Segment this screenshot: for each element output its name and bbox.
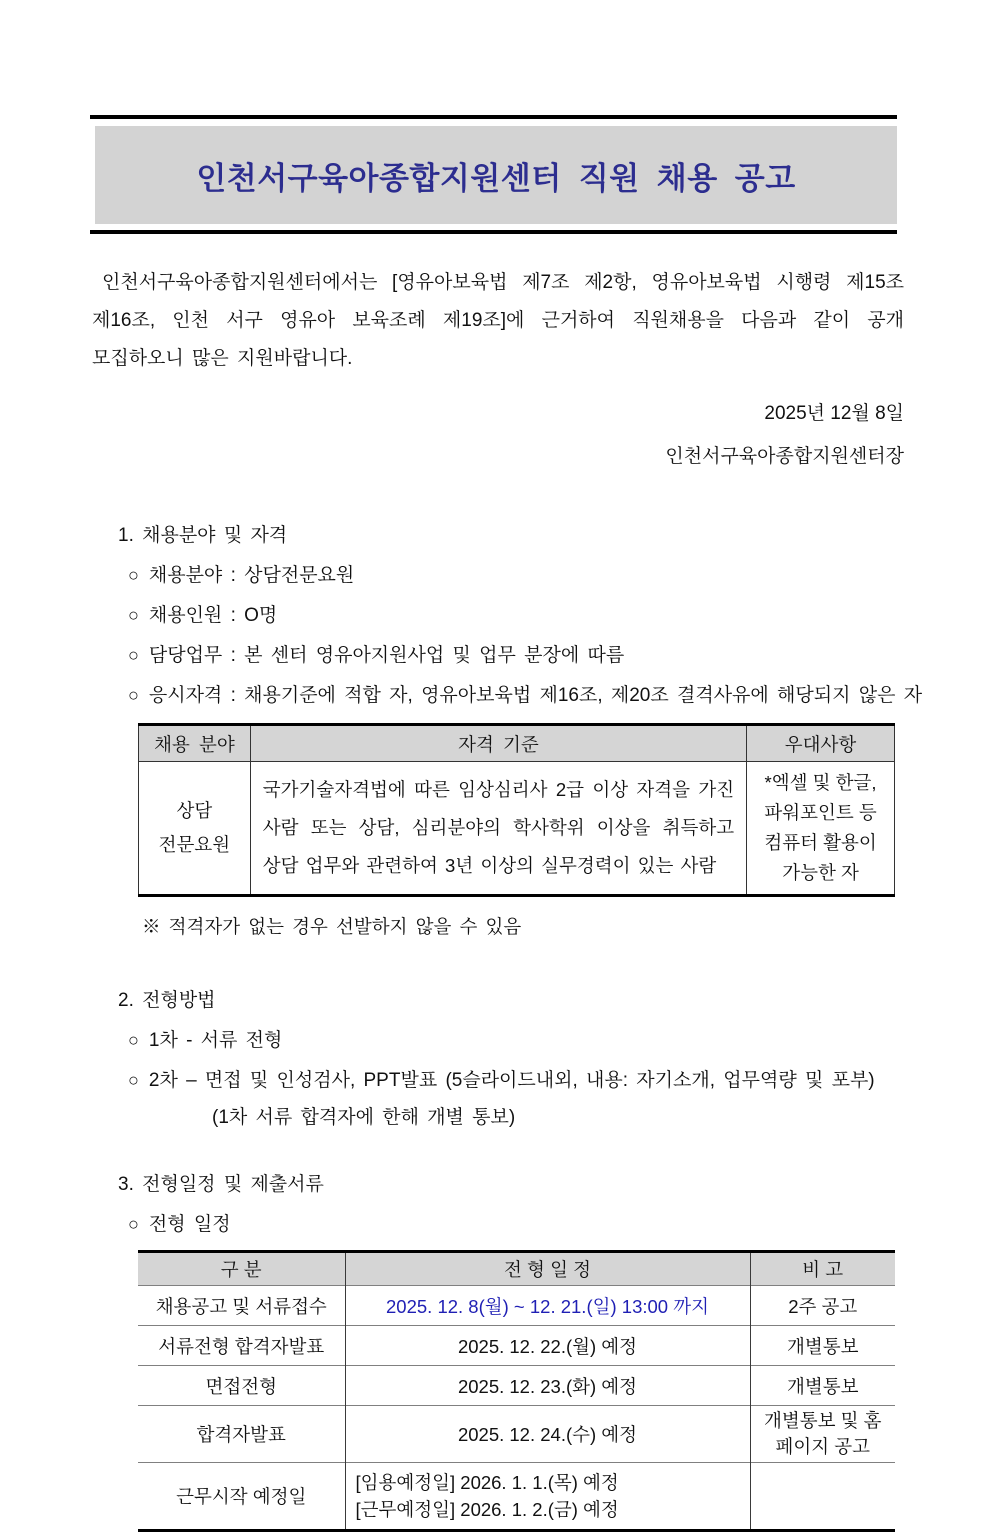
circle-bullet-icon: ○ [128,1214,139,1234]
circle-bullet-icon: ○ [128,1070,139,1090]
announcement-date: 2025년 12월 8일 [764,403,904,424]
qualification-cell: 국가기술자격법에 따른 임상심리사 2급 이상 자격을 가진 사람 또는 상담, 심리분야의 학사학위 이상을 취득하고 상담 업무와 관련하여 3년 이상의 실무경력이 있는 사람 [250,762,746,896]
schedule-table [138,1250,895,1532]
note-text: 개별통보 및 홈페이지 공고 [763,1410,882,1457]
table-row-work-start [138,1463,895,1531]
announcement-author: 인천서구육아종합지원센터장 [665,446,904,467]
list-item-stage1 [128,1025,992,1052]
list-item-text: 채용인원 : O명 [148,605,278,626]
column-header-qualification: 자격 기준 [250,725,746,762]
list-item-eligibility [128,680,992,707]
preference-cell: *엑셀 및 한글, 파워포인트 등 컴퓨터 활용이 가능한 자 [747,762,895,896]
schedule-line1: [임용예정일] 2026. 1. 1.(목) 예정 [355,1472,619,1493]
section1-heading: 1. 채용분야 및 자격 [118,525,288,546]
column-header-note: 비 고 [750,1252,895,1286]
column-header-category: 구 분 [138,1252,345,1286]
page-title: 인천서구육아종합지원센터 직원 채용 공고 [196,160,796,196]
section2-heading: 2. 전형방법 [118,990,216,1011]
category-cell: 서류전형 합격자발표 [138,1326,345,1366]
table-row-interview [138,1366,895,1406]
note-cell: 개별통보 [750,1326,895,1366]
category-cell: 면접전형 [138,1366,345,1406]
list-item-text: 2차 – 면접 및 인성검사, PPT발표 (5슬라이드내외, 내용: 자기소개, 업무역량 및 포부) [148,1070,875,1091]
field-line2: 전문요원 [158,834,231,855]
schedule-cell: 2025. 12. 24.(수) 예정 [345,1406,750,1463]
list-item-duties [128,640,992,667]
category-cell: 근무시작 예정일 [138,1463,345,1531]
category-cell: 합격자발표 [138,1406,345,1463]
note-cell [750,1406,895,1463]
column-header-preference: 우대사항 [747,725,895,762]
note-cell [750,1463,895,1531]
schedule-cell: 2025. 12. 22.(월) 예정 [345,1326,750,1366]
list-item-stage2 [128,1065,992,1092]
schedule-cell [345,1463,750,1531]
list-item-text: 1차 - 서류 전형 [148,1030,283,1051]
circle-bullet-icon: ○ [128,605,139,625]
qualification-table [138,723,895,897]
list-item-text: 채용분야 : 상담전문요원 [148,565,355,586]
list-item-schedule [128,1209,992,1236]
table-row-final-result [138,1406,895,1463]
banner-bottom-rule [90,230,897,234]
circle-bullet-icon: ○ [128,645,139,665]
intro-paragraph: 인천서구육아종합지원센터에서는 [영유아보육법 제7조 제2항, 영유아보육법 시행령 제15조 제16조, 인천 서구 영유아 보육조례 제19조]에 근거하여 직원채용을 다음과 같이 공개 모집하오니 많은 지원바랍니다. [92,272,904,369]
table-header-row [139,725,895,762]
document-page [0,115,992,1518]
circle-bullet-icon: ○ [128,565,139,585]
table-header-row [138,1252,895,1286]
circle-bullet-icon: ○ [128,685,139,705]
schedule-line2: [근무예정일] 2026. 1. 2.(금) 예정 [355,1499,619,1520]
table-row [139,762,895,896]
column-header-schedule: 전 형 일 정 [345,1252,750,1286]
list-item-text: 담당업무 : 본 센터 영유아지원사업 및 업무 분장에 따름 [148,645,625,666]
top-rule [90,115,897,119]
list-item-text: 전형 일정 [148,1214,231,1235]
list-item-recruit-count [128,600,992,627]
circle-bullet-icon: ○ [128,1030,139,1050]
note-cell: 2주 공고 [750,1286,895,1326]
section3-heading: 3. 전형일정 및 제출서류 [118,1174,324,1195]
table-row-application [138,1286,895,1326]
note-cell: 개별통보 [750,1366,895,1406]
category-cell: 채용공고 및 서류접수 [138,1286,345,1326]
title-banner [95,126,897,224]
qualification-note: ※ 적격자가 없는 경우 선발하지 않을 수 있음 [142,916,522,937]
column-header-field: 채용 분야 [139,725,251,762]
stage2-sub-note: (1차 서류 합격자에 한해 개별 통보) [212,1107,516,1128]
field-cell [139,762,251,896]
table-row-document-result [138,1326,895,1366]
list-item-text: 응시자격 : 채용기준에 적합 자, 영유아보육법 제16조, 제20조 결격사유에 해당되지 않은 자 [148,685,923,706]
schedule-cell: 2025. 12. 8(월) ~ 12. 21.(일) 13:00 까지 [345,1286,750,1326]
list-item-recruit-field [128,560,992,587]
schedule-cell: 2025. 12. 23.(화) 예정 [345,1366,750,1406]
field-line1: 상담 [176,800,213,821]
